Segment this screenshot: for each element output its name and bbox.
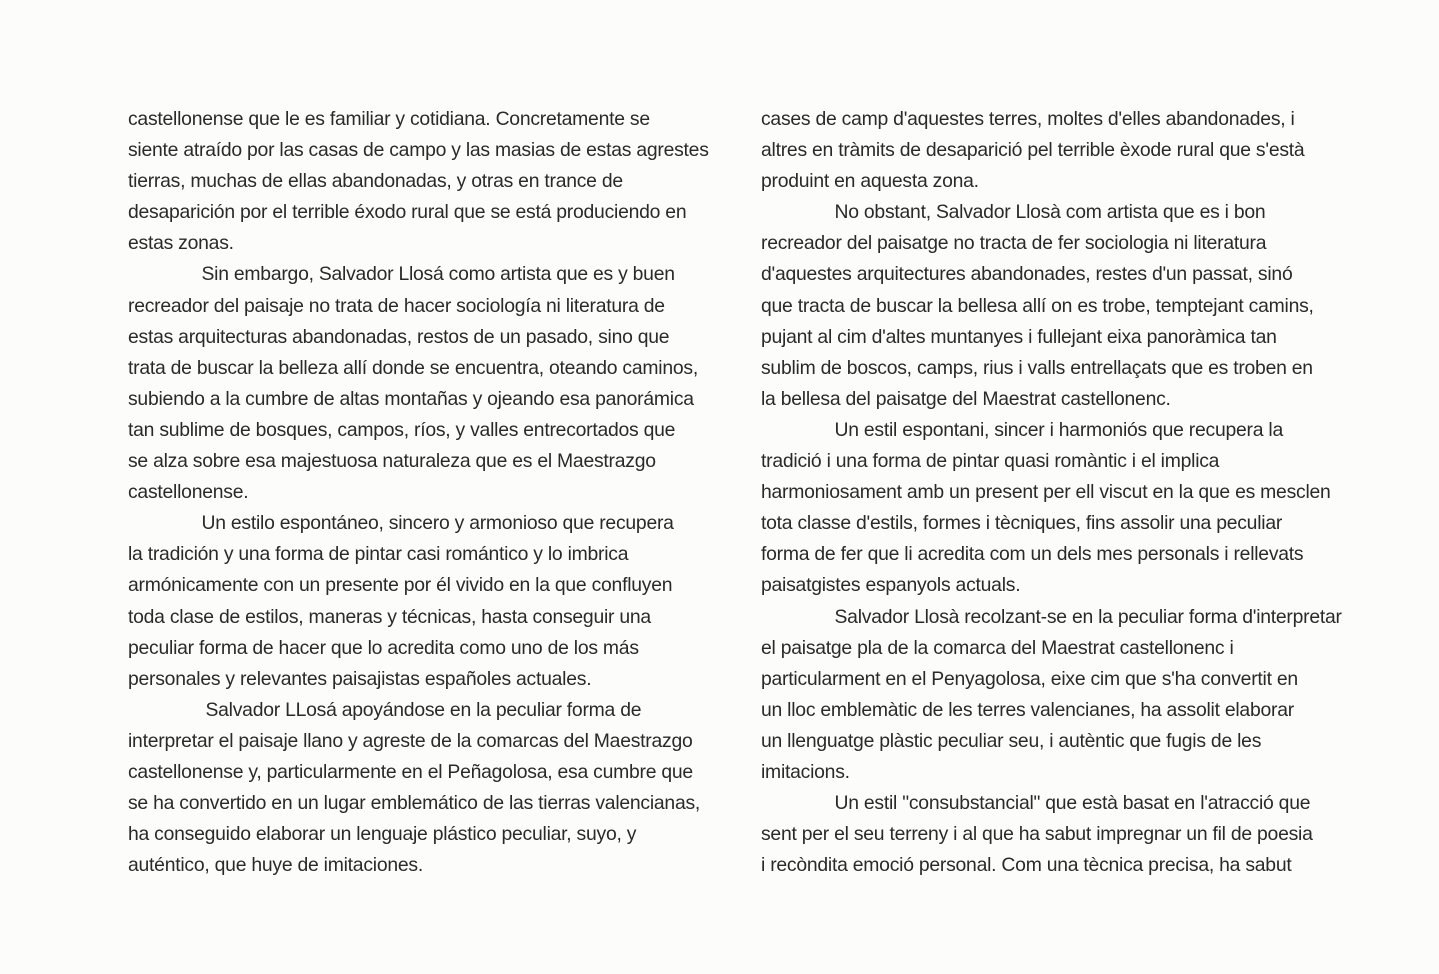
text-line: se alza sobre esa majestuosa naturaleza que es el Maestrazgo [128, 450, 656, 473]
text-line: la tradición y una forma de pintar casi romántico y lo imbrica [128, 543, 629, 566]
text-line: un lloc emblemàtic de les terres valencianes, ha assolit elaborar [761, 698, 1294, 721]
text-line: i recòndita emoció personal. Com una tècnica precisa, ha sabut [761, 854, 1292, 877]
text-line: paisatgistes espanyols actuals. [761, 574, 1021, 597]
text-line: altres en tràmits de desaparició pel terrible èxode rural que s'està [761, 139, 1305, 162]
text-line: estas arquitecturas abandonadas, restos de un pasado, sino que [128, 325, 670, 348]
text-line: recreador del paisatge no tracta de fer sociologia ni literatura [761, 232, 1267, 255]
text-line: subiendo a la cumbre de altas montañas y ojeando esa panorámica [128, 387, 694, 410]
text-line: produint en aquesta zona. [761, 170, 979, 193]
text-line: cases de camp d'aquestes terres, moltes d'elles abandonades, i [761, 108, 1295, 130]
text-line: se ha convertido en un lugar emblemático de las tierras valencianas, [128, 792, 701, 815]
text-line: personales y relevantes paisajistas españoles actuales. [128, 667, 592, 690]
text-line: un llenguatge plàstic peculiar seu, i autèntic que fugis de les [761, 729, 1262, 752]
text-line: tota classe d'estils, formes i tècniques, fins assolir una peculiar [761, 512, 1283, 535]
text-line: peculiar forma de hacer que lo acredita como uno de los más [128, 636, 639, 659]
text-line: auténtico, que huye de imitaciones. [128, 854, 423, 877]
paragraph-start-line: Salvador LLosá apoyándose en la peculiar forma de [205, 698, 642, 721]
text-line: tradició i una forma de pintar quasi romàntic i el implica [761, 450, 1220, 473]
paragraph-start-line: Sin embargo, Salvador Llosá como artista que es y buen [201, 263, 675, 286]
text-line: sent per el seu terreny i al que ha sabut impregnar un fil de poesia [761, 823, 1313, 846]
text-line: pujant al cim d'altes muntanyes i fullejant eixa panoràmica tan [761, 325, 1277, 348]
text-line: castellonense. [128, 481, 249, 504]
text-line: harmoniosament amb un present per ell viscut en la que es mesclen [761, 481, 1331, 504]
text-line: tierras, muchas de ellas abandonadas, y otras en trance de [128, 170, 623, 193]
text-line: forma de fer que li acredita com un dels mes personals i rellevats [761, 543, 1304, 566]
text-line: particularment en el Penyagolosa, eixe cim que s'ha convertit en [761, 667, 1298, 690]
text-line: tan sublime de bosques, campos, ríos, y valles entrecortados que [128, 418, 676, 441]
text-line: castellonense que le es familiar y cotidiana. Concretamente se [128, 108, 650, 130]
right-column-valencian [761, 104, 1357, 881]
text-line: que tracta de buscar la bellesa allí on es trobe, temptejant camins, [761, 294, 1314, 317]
text-line: siente atraído por las casas de campo y las masias de estas agrestes [128, 139, 709, 162]
text-line: interpretar el paisaje llano y agreste de la comarcas del Maestrazgo [128, 729, 693, 752]
text-line: armónicamente con un presente por él vivido en la que confluyen [128, 574, 673, 597]
text-line: d'aquestes arquitectures abandonades, restes d'un passat, sinó [761, 263, 1293, 286]
text-line: toda clase de estilos, maneras y técnicas, hasta conseguir una [128, 605, 651, 628]
left-column-spanish [128, 104, 724, 881]
text-line: ha conseguido elaborar un lenguaje plástico peculiar, suyo, y [128, 823, 637, 846]
text-line: castellonense y, particularmente en el Peñagolosa, esa cumbre que [128, 760, 693, 783]
text-line: el paisatge pla de la comarca del Maestrat castellonenc i [761, 636, 1234, 659]
paragraph-start-line: Salvador Llosà recolzant-se en la peculiar forma d'interpretar [834, 605, 1342, 628]
text-line: recreador del paisaje no trata de hacer sociología ni literatura de [128, 294, 665, 317]
text-line: imitacions. [761, 760, 850, 783]
text-line: desaparición por el terrible éxodo rural que se está produciendo en [128, 201, 687, 224]
text-line: trata de buscar la belleza allí donde se encuentra, oteando caminos, [128, 356, 698, 379]
text-line: la bellesa del paisatge del Maestrat castellonenc. [761, 387, 1171, 410]
paragraph-start-line: No obstant, Salvador Llosà com artista que es i bon [834, 201, 1266, 224]
text-line: estas zonas. [128, 232, 234, 255]
paragraph-start-line: Un estil "consubstancial" que està basat en l'atracció que [834, 792, 1311, 815]
paragraph-start-line: Un estil espontani, sincer i harmoniós que recupera la [834, 418, 1283, 441]
text-line: sublim de boscos, camps, rius i valls entrellaçats que es troben en [761, 356, 1313, 379]
paragraph-start-line: Un estilo espontáneo, sincero y armonioso que recupera [201, 512, 674, 535]
